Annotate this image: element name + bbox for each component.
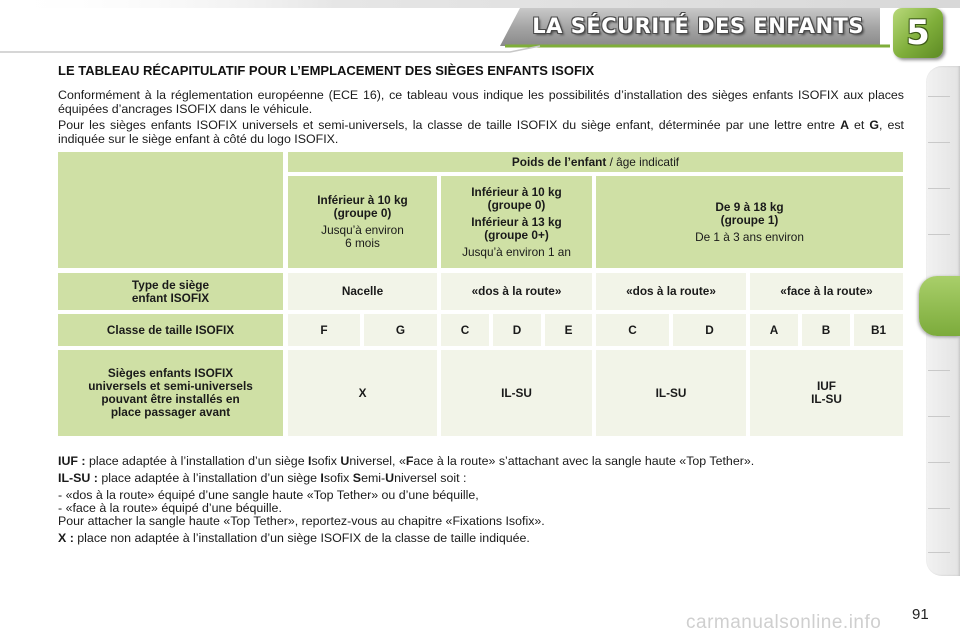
page-number: 91 [912,606,929,623]
chapter-number-badge [893,8,943,58]
size-class-cell: C [596,314,669,346]
seat-type-label: Type de siège enfant ISOFIX [58,273,283,310]
size-class-cell: E [545,314,592,346]
legend-ilsu: IL-SU : place adaptée à l’installation d’un siège Isofix Semi-Universel soit : [58,471,467,485]
size-class-cell: G [364,314,437,346]
section-title: LE TABLEAU RÉCAPITULATIF POUR L’EMPLACEMENT DES SIÈGES ENFANTS ISOFIX [58,63,595,78]
size-class-cell: C [441,314,489,346]
seat-type-forward-facing: «face à la route» [750,273,903,310]
tab-divider [928,370,950,371]
size-class-cell: D [493,314,541,346]
tab-divider [928,96,950,97]
seat-type-rear-facing: «dos à la route» [596,273,746,310]
size-class-label: Classe de taille ISOFIX [58,314,283,346]
intro-paragraph-2: Pour les sièges enfants ISOFIX universels et semi-universels, la classe de taille ISOFIX du siège enfant, déterminée par une lettre entre A et G, est indiquée sur le siège enfant à côté du logo ISOFIX. [58,118,904,146]
legend-iuf: IUF : place adaptée à l’installation d’un siège Isofix Universel, «Face à la route» s’attachant avec la sangle haute «Top Tether». [58,454,755,468]
seat-value-cell: IL-SU [596,350,746,436]
group-0-plus-cell: Inférieur à 10 kg (groupe 0) Inférieur à 13 kg (groupe 0+) Jusqu’à environ 1 an [441,176,592,268]
legend-top-tether-note: Pour attacher la sangle haute «Top Tether», reportez-vous au chapitre «Fixations Isofix». [58,514,545,528]
seat-type-rear-facing: «dos à la route» [441,273,592,310]
legend-x: X : place non adaptée à l’installation d’un siège ISOFIX de la classe de taille indiquée. [58,531,530,545]
tab-divider [928,552,950,553]
seats-row-label: Sièges enfants ISOFIX universels et semi-universels pouvant être installés en place passager avant [58,350,283,436]
seat-value-cell: IUF IL-SU [750,350,903,436]
legend-item: - «face à la route» équipé d’une béquille. [58,501,282,515]
watermark: carmanualsonline.info [686,612,882,633]
intro-paragraph-1: Conformément à la réglementation européenne (ECE 16), ce tableau vous indique les possibilités d’installation des sièges enfants ISOFIX aux places équipées d’ancrages ISOFIX dans le véhicule. [58,88,904,116]
tab-divider [928,188,950,189]
legend-item: - «dos à la route» équipé d’une sangle haute «Top Tether» ou d’une béquille, [58,488,479,502]
table-corner-cell [58,152,283,268]
tab-divider [928,416,950,417]
seat-type-nacelle: Nacelle [288,273,437,310]
tab-divider [928,462,950,463]
tab-divider [928,234,950,235]
seat-value-cell: IL-SU [441,350,592,436]
size-class-cell: A [750,314,798,346]
size-class-cell: B1 [854,314,903,346]
chapter-title: LA SÉCURITÉ DES ENFANTS [532,14,864,38]
seat-value-cell: X [288,350,437,436]
chapter-tab-active[interactable] [919,276,960,336]
size-class-cell: D [673,314,746,346]
tab-divider [928,508,950,509]
chapter-number: 5 [906,13,930,53]
page-header [0,0,960,58]
size-class-cell: F [288,314,360,346]
group-1-cell: De 9 à 18 kg (groupe 1) De 1 à 3 ans environ [596,176,903,268]
size-class-cell: B [802,314,850,346]
weight-header: Poids de l’enfant / âge indicatif [288,152,903,172]
group-0-cell: Inférieur à 10 kg (groupe 0) Jusqu’à environ 6 mois [288,176,437,268]
tab-divider [928,142,950,143]
